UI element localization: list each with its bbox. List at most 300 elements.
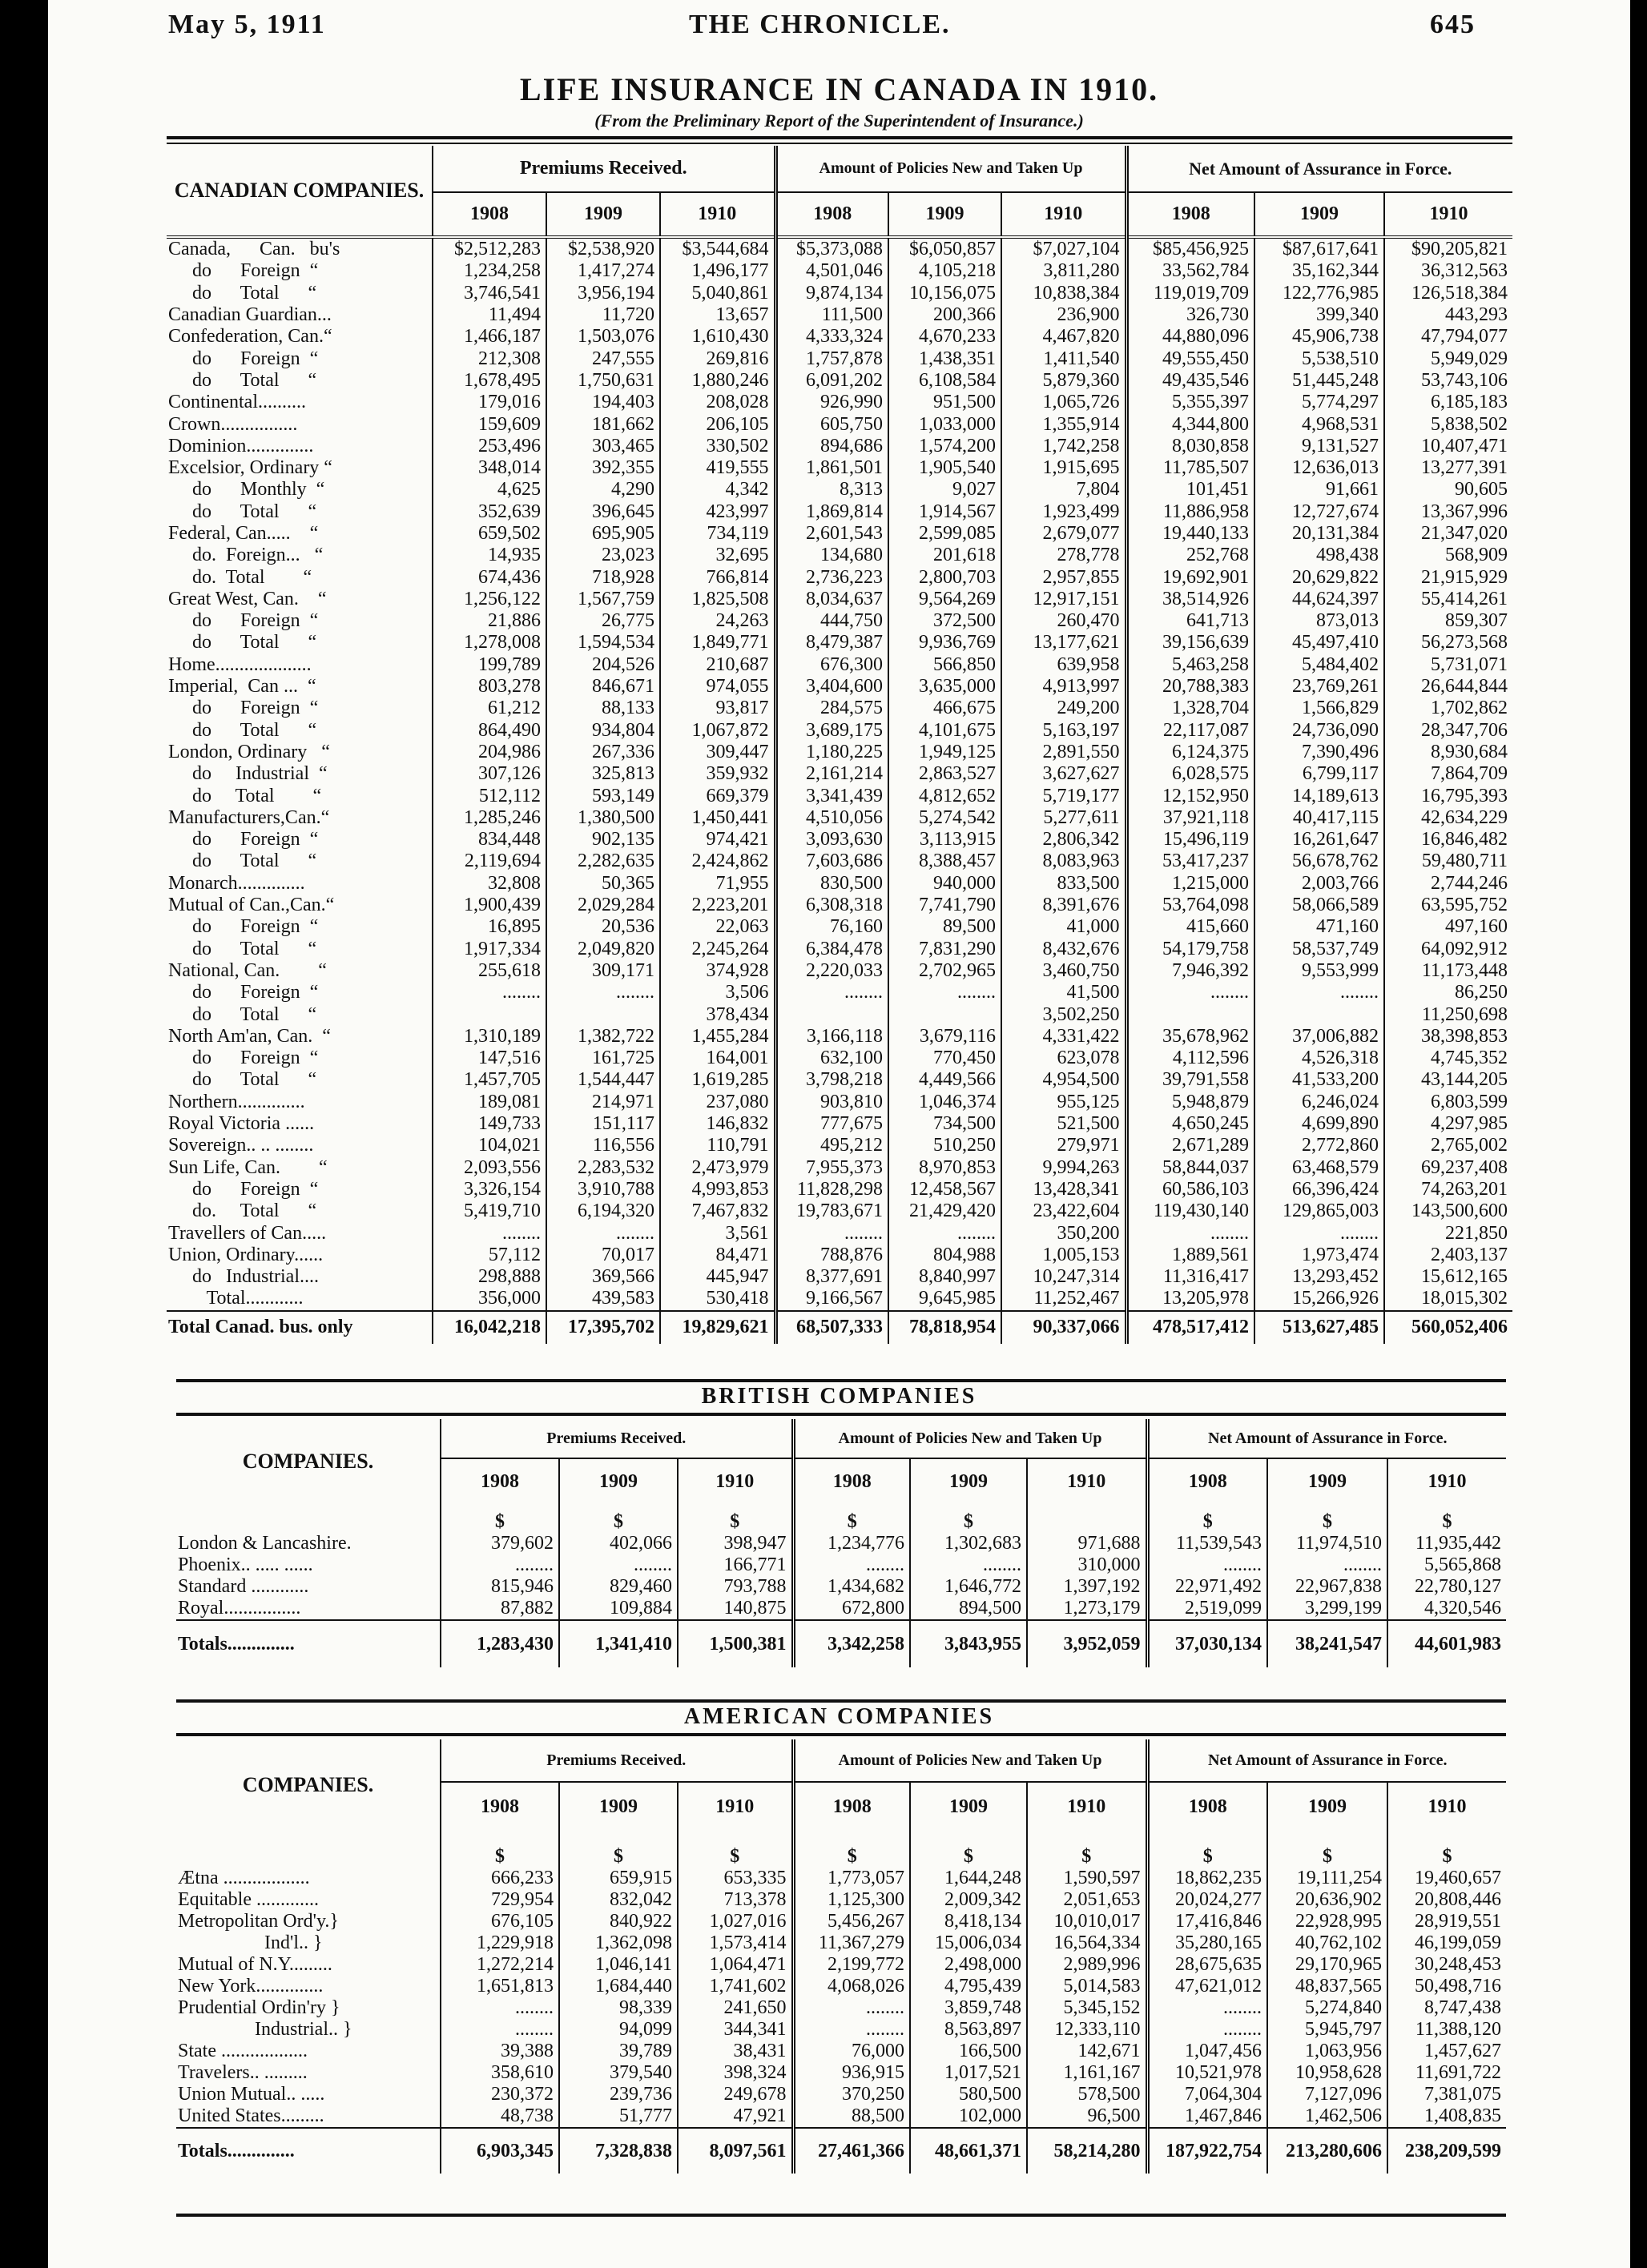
table-cell: 111,500 [775,304,888,326]
table-cell: 777,675 [775,1113,888,1135]
year-header: 1909 [559,1782,678,1831]
table-cell: 951,500 [888,392,1001,413]
table-cell: 96,500 [1027,2105,1147,2128]
table-cell: 140,875 [678,1598,793,1620]
table-cell: 352,639 [433,501,546,523]
table-cell: 164,001 [660,1048,775,1069]
dollar-sign: $ [678,1504,793,1533]
table-cell: 1,905,540 [888,457,1001,479]
table-cell: 1,973,474 [1254,1245,1384,1266]
table-cell: 12,636,013 [1254,457,1384,479]
table-cell: 832,042 [559,1889,678,1911]
table-cell: 20,788,383 [1126,676,1254,698]
table-cell: 1,355,914 [1001,413,1126,435]
table-cell: 4,331,422 [1001,1026,1126,1048]
table-cell: 3,502,250 [1001,1003,1126,1025]
table-cell: 8,313 [775,479,888,501]
table-cell: 30,248,453 [1387,1954,1506,1976]
table-cell: ........ [1126,982,1254,1003]
table-cell: 2,863,527 [888,763,1001,785]
table-cell: 1,027,016 [678,1911,793,1932]
table-cell: 22,971,492 [1147,1576,1267,1598]
table-cell: 4,501,046 [775,260,888,282]
table-cell: 350,200 [1001,1222,1126,1244]
table-cell: 1,234,258 [433,260,546,282]
table-cell: 466,675 [888,698,1001,719]
company-name: do Total “ [168,785,322,806]
table-cell: 521,500 [1001,1113,1126,1135]
table-row [167,523,1512,545]
table-cell: 1,064,471 [678,1954,793,1976]
table-cell: 834,448 [433,829,546,850]
table-cell: 12,458,567 [888,1179,1001,1200]
table-cell: 51,445,248 [1254,370,1384,392]
total-cell: 213,280,606 [1267,2128,1387,2174]
company-name: Royal................ [178,1598,301,1619]
table-cell: 6,108,584 [888,370,1001,392]
table-cell: 6,308,318 [775,895,888,916]
table-cell: 8,970,853 [888,1156,1001,1178]
total-label: Total Canad. bus. only [168,1317,353,1338]
table-cell: 35,162,344 [1254,260,1384,282]
table-cell: 3,166,118 [775,1026,888,1048]
table-cell: 260,470 [1001,610,1126,632]
table-cell: 4,968,531 [1254,413,1384,435]
table-cell: 49,435,546 [1126,370,1254,392]
table-cell: 11,250,698 [1384,1003,1512,1025]
table-cell: 13,277,391 [1384,457,1512,479]
table-cell: 10,407,471 [1384,436,1512,457]
policies-header: Amount of Policies New and Taken Up [793,1739,1147,1782]
table-cell: 4,112,596 [1126,1048,1254,1069]
table-cell: 9,645,985 [888,1288,1001,1310]
table-cell: 1,900,439 [433,895,546,916]
table-cell: 1,215,000 [1126,873,1254,895]
table-cell: 378,434 [660,1003,775,1025]
newspaper-page [48,0,1630,2268]
table-cell: 8,034,637 [775,589,888,610]
table-row [167,589,1512,610]
table-cell: ........ [433,982,546,1003]
total-cell: 27,461,366 [793,2128,910,2174]
table-cell: 3,679,116 [888,1026,1001,1048]
table-cell: 2,519,099 [1147,1598,1267,1620]
table-row [176,1954,1506,1976]
table-cell: 1,590,597 [1027,1868,1147,1889]
total-cell: 90,337,066 [1001,1311,1126,1344]
table-cell: 298,888 [433,1266,546,1288]
table-cell: 9,166,567 [775,1288,888,1310]
table-cell: 2,473,979 [660,1156,775,1178]
rule [176,1379,1506,1382]
table-cell: 2,003,766 [1254,873,1384,895]
table-cell: 1,017,521 [910,2062,1027,2084]
table-cell: 142,671 [1027,2041,1147,2062]
company-name: Sun Life, Can. “ [168,1156,328,1178]
table-cell: 166,500 [910,2041,1027,2062]
year-header: 1909 [546,192,660,237]
total-cell: 3,952,059 [1027,1620,1147,1667]
company-name: Imperial, Can ... “ [168,676,316,698]
dollar-sign: $ [441,1504,559,1533]
table-cell: 206,105 [660,413,775,435]
table-cell: 1,574,200 [888,436,1001,457]
table-cell: 2,283,532 [546,1156,660,1178]
table-cell: 578,500 [1027,2084,1147,2105]
table-cell: 7,864,709 [1384,763,1512,785]
table-cell: 5,948,879 [1126,1092,1254,1113]
table-cell: 1,503,076 [546,326,660,348]
table-cell: 7,127,096 [1267,2084,1387,2105]
table-cell: 247,555 [546,348,660,369]
total-cell: 6,903,345 [441,2128,559,2174]
table-cell: 122,776,985 [1254,283,1384,304]
total-cell: 560,052,406 [1384,1311,1512,1344]
table-cell: 51,777 [559,2105,678,2128]
table-cell: 1,033,000 [888,413,1001,435]
table-cell: 101,451 [1126,479,1254,501]
table-cell: 370,250 [793,2084,910,2105]
year-header: 1910 [1387,1458,1506,1504]
table-cell: 28,919,551 [1387,1911,1506,1932]
table-cell: 13,428,341 [1001,1179,1126,1200]
table-cell: $7,027,104 [1001,237,1126,260]
table-cell: 379,602 [441,1533,559,1554]
table-row [167,1222,1512,1244]
year-header: 1909 [559,1458,678,1504]
table-cell: $87,617,641 [1254,237,1384,260]
table-cell: 45,906,738 [1254,326,1384,348]
table-cell: 26,775 [546,610,660,632]
table-cell: 214,971 [546,1092,660,1113]
company-name: do Total “ [168,938,317,959]
total-label: Totals.............. [178,1633,295,1655]
year-header: 1910 [1387,1782,1506,1831]
table-cell: ........ [775,1222,888,1244]
table-cell: 104,021 [433,1135,546,1156]
table-cell: 4,105,218 [888,260,1001,282]
company-name: London, Ordinary “ [168,741,330,762]
page-subtitle: (From the Preliminary Report of the Superintendent of Insurance.) [594,111,1084,131]
total-cell: 19,829,621 [660,1311,775,1344]
table-cell: 713,378 [678,1889,793,1911]
table-row [167,850,1512,872]
year-header: 1909 [910,1782,1027,1831]
company-name: Union, Ordinary...... [168,1244,324,1265]
table-cell: 5,274,542 [888,807,1001,829]
table-cell: 1,278,008 [433,632,546,653]
table-cell: 22,967,838 [1267,1576,1387,1598]
table-cell: 16,846,482 [1384,829,1512,850]
table-cell: 5,277,611 [1001,807,1126,829]
table-cell: 24,263 [660,610,775,632]
table-cell: 2,161,214 [775,763,888,785]
table-cell: 1,046,141 [559,1954,678,1976]
table-cell: 3,798,218 [775,1069,888,1091]
table-row [167,260,1512,282]
company-name: do Total “ [168,719,317,741]
table-cell: 793,788 [678,1576,793,1598]
company-name: do Foreign “ [168,698,319,719]
table-cell: ........ [1267,1554,1387,1576]
table-cell: 6,803,599 [1384,1092,1512,1113]
company-name: do Total “ [168,632,317,653]
company-name: do Foreign “ [168,1178,319,1200]
table-cell: 110,791 [660,1135,775,1156]
table-cell: 47,621,012 [1147,1976,1267,1997]
table-cell: 2,772,860 [1254,1135,1384,1156]
total-cell: 58,214,280 [1027,2128,1147,2174]
table-row [167,982,1512,1003]
table-cell: 16,795,393 [1384,785,1512,806]
table-cell: 49,555,450 [1126,348,1254,369]
company-name: Ind'l.. } [178,1932,323,1953]
table-cell: 11,886,958 [1126,501,1254,523]
rule [167,143,1512,144]
table-cell: 9,027 [888,479,1001,501]
table-row [167,457,1512,479]
table-cell: 57,112 [433,1245,546,1266]
table-cell: 729,954 [441,1889,559,1911]
table-row [167,1179,1512,1200]
table-cell: $3,544,684 [660,237,775,260]
table-cell: 4,650,245 [1126,1113,1254,1135]
year-header: 1910 [678,1782,793,1831]
table-cell: 22,117,087 [1126,720,1254,742]
table-cell: 10,958,628 [1267,2062,1387,2084]
total-cell: 38,241,547 [1267,1620,1387,1667]
table-row [176,1576,1506,1598]
table-cell: 2,119,694 [433,850,546,872]
table-cell: 21,886 [433,610,546,632]
total-cell: 238,209,599 [1387,2128,1506,2174]
table-cell: 398,324 [678,2062,793,2084]
table-cell: 2,051,653 [1027,1889,1147,1911]
table-cell: 5,274,840 [1267,1997,1387,2019]
table-cell: 126,518,384 [1384,283,1512,304]
table-cell: 566,850 [888,654,1001,676]
table-cell: 803,278 [433,676,546,698]
rule [176,1699,1506,1703]
table-cell: 734,500 [888,1113,1001,1135]
table-cell: 666,233 [441,1868,559,1889]
year-header: 1908 [1147,1782,1267,1831]
dollar-sign: $ [1027,1831,1147,1868]
table-cell: 402,066 [559,1533,678,1554]
table-cell: 2,403,137 [1384,1245,1512,1266]
table-cell: 593,149 [546,785,660,806]
dollar-sign: $ [1147,1504,1267,1533]
table-cell: 208,028 [660,392,775,413]
table-cell: 32,808 [433,873,546,895]
table-row [167,392,1512,413]
table-cell: 1,047,456 [1147,2041,1267,2062]
dollar-sign: $ [1267,1831,1387,1868]
table-cell: 42,634,229 [1384,807,1512,829]
table-cell: 70,017 [546,1245,660,1266]
table-cell: 1,457,627 [1387,2041,1506,2062]
table-cell: 512,112 [433,785,546,806]
company-name: Monarch.............. [168,872,305,894]
table-cell: 623,078 [1001,1048,1126,1069]
assurance-header: Net Amount of Assurance in Force. [1147,1419,1506,1458]
year-header: 1909 [910,1458,1027,1504]
table-cell: 2,806,342 [1001,829,1126,850]
table-cell: 23,023 [546,545,660,566]
table-cell: 2,599,085 [888,523,1001,545]
table-cell: ........ [441,2019,559,2041]
table-cell: 1,702,862 [1384,698,1512,719]
premiums-header: Premiums Received. [441,1739,793,1782]
table-cell: 6,185,183 [1384,392,1512,413]
british-companies-heading: COMPANIES. [242,1450,374,1473]
table-cell: 344,341 [678,2019,793,2041]
table-cell: 147,516 [433,1048,546,1069]
table-cell: 64,092,912 [1384,939,1512,960]
table-cell: 379,540 [559,2062,678,2084]
table-cell: 307,126 [433,763,546,785]
company-name: Phoenix.. ..... ...... [178,1554,313,1575]
table-row [167,1092,1512,1113]
total-cell: 37,030,134 [1147,1620,1267,1667]
table-cell: 530,418 [660,1288,775,1310]
table-row [176,1976,1506,1997]
table-cell: 1,408,835 [1387,2105,1506,2128]
table-cell: 1,417,274 [546,260,660,282]
table-cell: 21,347,020 [1384,523,1512,545]
table-cell: 19,111,254 [1267,1868,1387,1889]
table-cell: 6,384,478 [775,939,888,960]
table-cell: 940,000 [888,873,1001,895]
table-cell: 21,429,420 [888,1200,1001,1222]
table-cell: 5,538,510 [1254,348,1384,369]
table-cell: 7,831,290 [888,939,1001,960]
company-name: State .................. [178,2041,308,2061]
table-cell: 1,272,214 [441,1954,559,1976]
table-cell: 766,814 [660,566,775,588]
table-cell: 204,986 [433,742,546,763]
rule [176,1413,1506,1416]
table-cell: 5,345,152 [1027,1997,1147,2019]
table-cell: 829,460 [559,1576,678,1598]
table-cell: 41,000 [1001,916,1126,938]
table-cell: 1,566,829 [1254,698,1384,719]
table-cell: 471,160 [1254,916,1384,938]
table-cell: 204,526 [546,654,660,676]
table-cell: 13,177,621 [1001,632,1126,653]
table-cell: 1,651,813 [441,1976,559,1997]
year-header: 1908 [441,1458,559,1504]
total-cell: 1,500,381 [678,1620,793,1667]
table-row [167,916,1512,938]
year-header: 1909 [1267,1458,1387,1504]
table-cell: 38,514,926 [1126,589,1254,610]
company-name: Canada, Can. bu's [168,239,340,260]
company-name: North Am'an, Can. “ [168,1025,331,1047]
table-cell: 936,915 [793,2062,910,2084]
table-row [176,2105,1506,2128]
table-row [176,2019,1506,2041]
table-cell: 303,465 [546,436,660,457]
table-cell: 7,390,496 [1254,742,1384,763]
table-row [167,1200,1512,1222]
table-cell: 19,460,657 [1387,1868,1506,1889]
company-name: do Total “ [168,850,317,872]
table-cell: 149,733 [433,1113,546,1135]
table-cell: 7,804 [1001,479,1126,501]
table-cell: 181,662 [546,413,660,435]
table-cell: 419,555 [660,457,775,479]
table-cell: 356,000 [433,1288,546,1310]
table-cell: $2,512,283 [433,237,546,260]
company-name: Royal Victoria ...... [168,1113,315,1135]
table-cell: 109,884 [559,1598,678,1620]
table-cell: 39,791,558 [1126,1069,1254,1091]
table-cell: 11,935,442 [1387,1533,1506,1554]
table-cell: 36,312,563 [1384,260,1512,282]
table-cell: 11,785,507 [1126,457,1254,479]
table-cell: 2,765,002 [1384,1135,1512,1156]
table-cell: 2,093,556 [433,1156,546,1178]
company-name: do Total “ [168,1003,317,1025]
dollar-sign [1027,1504,1147,1533]
table-cell: 10,838,384 [1001,283,1126,304]
table-cell: 1,915,695 [1001,457,1126,479]
table-cell: 2,891,550 [1001,742,1126,763]
table-cell: 39,156,639 [1126,632,1254,653]
table-cell: 20,024,277 [1147,1889,1267,1911]
table-cell: 902,135 [546,829,660,850]
table-cell: 2,223,201 [660,895,775,916]
table-cell: 840,922 [559,1911,678,1932]
table-cell: 74,263,201 [1384,1179,1512,1200]
table-cell: 22,063 [660,916,775,938]
total-label: Totals.............. [178,2140,295,2161]
table-cell: 659,502 [433,523,546,545]
company-name: Industrial.. } [178,2019,352,2040]
table-cell: 1,467,846 [1147,2105,1267,2128]
table-row [167,1156,1512,1178]
british-table [176,1419,1506,1667]
table-cell: 734,119 [660,523,775,545]
table-cell: 1,438,351 [888,348,1001,369]
table-row [167,960,1512,982]
table-cell: 4,795,439 [910,1976,1027,1997]
table-cell: 19,783,671 [775,1200,888,1222]
table-cell: 84,471 [660,1245,775,1266]
table-cell: 76,000 [793,2041,910,2062]
table-cell: 5,879,360 [1001,370,1126,392]
table-cell: 38,431 [678,2041,793,2062]
table-cell: $90,205,821 [1384,237,1512,260]
table-cell: 14,189,613 [1254,785,1384,806]
table-cell: 11,173,448 [1384,960,1512,982]
table-row [176,1997,1506,2019]
table-cell: 5,945,797 [1267,2019,1387,2041]
table-cell: 5,014,583 [1027,1976,1147,1997]
table-cell: 28,347,706 [1384,720,1512,742]
table-cell: 1,644,248 [910,1868,1027,1889]
table-cell: $2,538,920 [546,237,660,260]
table-cell: ........ [546,1222,660,1244]
dollar-sign: $ [441,1831,559,1868]
total-cell: 187,922,754 [1147,2128,1267,2174]
table-cell: 44,624,397 [1254,589,1384,610]
table-cell: 1,917,334 [433,939,546,960]
total-cell: 48,661,371 [910,2128,1027,2174]
company-name: do Industrial “ [168,763,328,785]
table-cell: 1,889,561 [1126,1245,1254,1266]
